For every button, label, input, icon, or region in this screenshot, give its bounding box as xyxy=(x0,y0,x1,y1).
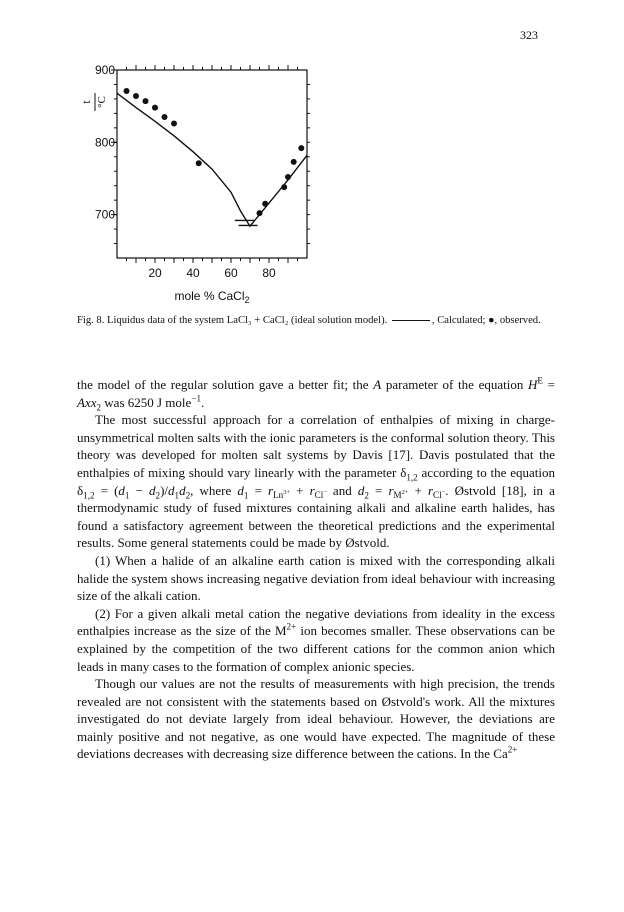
y-axis-label-t: t xyxy=(79,100,93,104)
x-tick-label: 20 xyxy=(148,266,162,280)
observed-point xyxy=(262,201,268,207)
y-axis-label-unit: °C xyxy=(96,96,108,108)
observed-point xyxy=(171,121,177,127)
legend-calculated-label: , Calculated; xyxy=(431,315,486,326)
y-tick-label: 800 xyxy=(94,135,115,150)
caption-text: Liquidus data of the system LaCl₃ + CaCl₂ (ideal solution model). xyxy=(107,315,388,326)
page-number: 323 xyxy=(520,28,538,42)
legend-line-sample xyxy=(392,320,430,321)
x-tick-label: 80 xyxy=(262,266,276,280)
observed-point xyxy=(133,93,139,99)
figure-caption xyxy=(77,314,555,328)
observed-point xyxy=(257,210,263,216)
observed-point xyxy=(162,114,168,120)
tick-labels xyxy=(95,63,276,280)
paragraph-2: The most successful approach for a correlation of enthalpies of mixing in charge-unsymmetrical molten salts with the ionic parameters is the conformal solution theory. This theory was developed for molten salt systems by Davis [17]. Davis postulated that the enthalpies of mixing should vary linearly with the parameter $\delta_{1,2}$ according to the equation $\delta_{1,2} = (d_1 - d_2)/d_1d_2$, where $d_1 = r_{Ln^{3+}} + r_{Cl^-}$ and $d_2 = r_{M^{2+}} + r_{Cl^-}$. Østvold [18], in a thermodynamic study of fused mixtures containing alkali and alkaline earth halides, has found a satisfactory agreement between the theoretical predictions and the experimental results. Some general statements could be made by Østvold. xyxy=(77,412,555,551)
y-tick-label: 700 xyxy=(94,207,115,222)
x-tick-label: 60 xyxy=(224,266,238,280)
calculated-line-series xyxy=(117,93,307,226)
observed-point xyxy=(285,174,291,180)
y-tick-label: 900 xyxy=(94,63,115,77)
legend-dot-icon: ● xyxy=(488,315,495,326)
observed-point xyxy=(291,159,297,165)
x-axis-label-subscript: 2 xyxy=(244,295,250,305)
liquidus-chart xyxy=(0,0,624,320)
paragraph-5: Though our values are not the results of measurements with high precision, the trends revealed are not consistent with the statements based on Østvold's work. All the mixtures investigated do not deviate largely from ideal behaviour. However, the deviations are mainly positive and not negative, as one would have expected. The magnitude of these deviations decreases with decreasing size difference between the cations. In the $Ca^{2+}$ xyxy=(77,676,555,762)
x-tick-label: 40 xyxy=(186,266,200,280)
observed-point xyxy=(281,184,287,190)
observed-point xyxy=(143,98,149,104)
paragraph-4: (2) For a given alkali metal cation the negative deviations from ideality in the excess enthalpies increase as the size of the $M^{2+}$ ion becomes smaller. These observations can be explained by the competition of the two different cations for the common anion which leads in many cases to the formation of complex anionic species. xyxy=(77,605,555,674)
observed-points-series xyxy=(124,88,305,216)
legend-observed-label: , observed. xyxy=(494,315,541,326)
x-axis-label: mole % CaCl$_2$ xyxy=(174,289,250,305)
paragraph-1: the model of the regular solution gave a better fit; the A parameter of the equation $H^E = Axx_2$ was 6250 J mole$^{-1}$. xyxy=(77,375,555,413)
calculated-line xyxy=(117,93,307,226)
observed-point xyxy=(152,105,158,111)
observed-point xyxy=(196,160,202,166)
observed-point xyxy=(298,145,304,151)
axis-ticks xyxy=(111,65,310,263)
observed-point xyxy=(124,88,130,94)
paragraph-3: (1) When a halide of an alkaline earth cation is mixed with the corresponding alkali halide the system shows increasing negative deviation from ideal behaviour with increasing size of the alkali cation. xyxy=(77,552,555,604)
body-text xyxy=(77,376,555,763)
figure-label: Fig. 8. xyxy=(77,315,105,326)
